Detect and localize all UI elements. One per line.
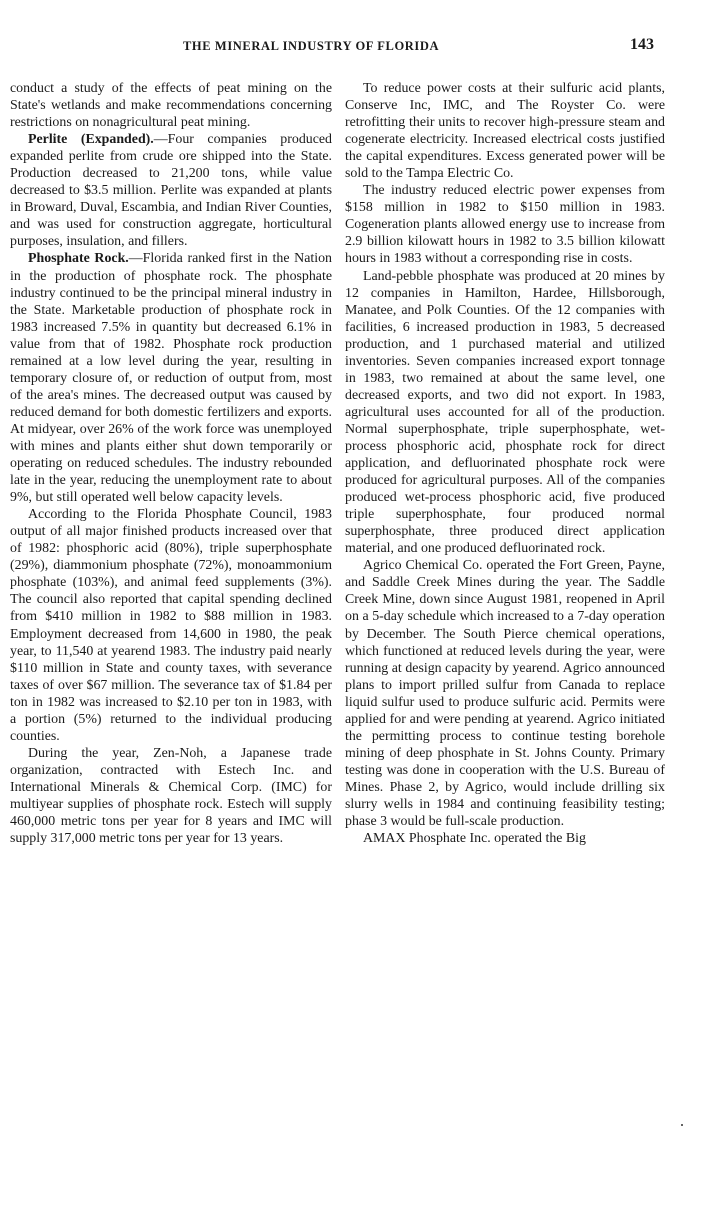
phosphate-text: —Florida ranked first in the Nation in the production of phosphate rock. The phosphate industry continued to be the principal mineral industry in the State. Marketable production of phosphate rock in 1983 increased 7.5% in quantity but decreased 6.1% in value from that of 1982. Phosphate rock production remained at a low level during the year, resulting in temporary closure of, or reduction of output from, most of the area's mines. The decreased output was caused by reduced demand for both domestic fertilizers and exports. At midyear, over 26% of the work force was unemployed with mines and plants either shut down temporarily or operating on reduced schedules. The industry rebounded late in the year, reducing the unemployment rate to about 9%, but still operated well below capacity levels. [10, 251, 332, 506]
paragraph-amax: AMAX Phosphate Inc. operated the Big [363, 831, 586, 847]
paragraph-land-pebble: Land-pebble phosphate was produced at 20 mines by 12 companies in Hamilton, Hardee, Hillsborough, Manatee, and Polk Counties. Of the 12 companies with facilities, 6 increased production in 1983, 5 decreased production, and 1 purchased material and utilized inventories. Seven companies increased export tonnage in 1983, two remained at about the same level, one decreased exports, and two did not export. In 1983, agricultural uses accounted for all of the production. Normal superphosphate, triple superphosphate, wet-process phosphoric acid, phosphate rock for direct application, and defluorinated phosphate rock were produced for agricultural purposes. All of the companies produced wet-process phosphoric acid, five produced triple superphosphate, four produced normal superphosphate, three produced direct application material, and one produced defluorinated rock. [345, 268, 665, 557]
paragraph-peat-continuation: conduct a study of the effects of peat mining on the State's wetlands and make recommendations concerning restrictions on nonagricultural peat mining. [10, 81, 332, 131]
paragraph-electric-expenses: The industry reduced electric power expenses from $158 million in 1982 to $150 million in 1983. Cogeneration plants allowed energy use to increase from 2.9 billion kilowatt hours in 1982 to 3.5 billion kilowatt hours in 1983 without a corresponding rise in costs. [345, 183, 665, 267]
paragraph-phosphate-rock [10, 250, 332, 506]
phosphate-heading: Phosphate Rock. [28, 251, 129, 267]
paragraph-agrico: Agrico Chemical Co. operated the Fort Green, Payne, and Saddle Creek Mines during the year. The Saddle Creek Mine, down since August 1981, reopened in April on a 5-day schedule which increased to a 7-day operation by December. The South Pierce chemical operations, which functioned at reduced levels during the year, were running at design capacity by yearend. Agrico announced plans to import prilled sulfur from Canada to replace liquid sulfur used to produce sulfuric acid. Permits were applied for and were pending at yearend. Agrico initiated the permitting process to continue testing borehole mining of deep phosphate in St. Johns County. Primary testing was done in cooperation with the U.S. Bureau of Mines. Phase 2, by Agrico, would include drilling six slurry wells in 1984 and continuing feasibility testing; phase 3 would be full-scale production. [345, 558, 665, 830]
perlite-text: —Four companies produced expanded perlite from crude ore shipped into the State. Production decreased to 21,200 tons, while value decreased to $3.5 million. Perlite was expanded at plants in Broward, Duval, Escambia, and Indian River Counties, and was used for construction aggregate, horticultural purposes, insulation, and fillers. [10, 132, 332, 250]
paragraph-perlite [10, 131, 332, 250]
running-title: THE MINERAL INDUSTRY OF FLORIDA [183, 39, 440, 53]
left-column [10, 80, 332, 847]
right-column [345, 80, 665, 847]
margin-dot [681, 1124, 683, 1126]
perlite-heading: Perlite (Expanded). [28, 132, 154, 148]
page-number: 143 [630, 36, 654, 53]
running-header [0, 36, 712, 58]
paragraph-phosphate-council: According to the Florida Phosphate Council, 1983 output of all major finished products increased over that of 1982: phosphoric acid (80%), triple superphosphate (29%), diammonium phosphate (72%), monoammonium phosphate (103%), and animal feed supplements (3%). The council also reported that capital spending declined from $410 million in 1982 to $88 million in 1983. Employment decreased from 14,600 in 1980, the peak year, to 11,540 at yearend 1983. The industry paid nearly $110 million in State and county taxes, with severance taxes of over $67 million. The severance tax of $1.84 per ton in 1982 was increased to $2.10 per ton in 1983, with a portion (5%) returned to the individual producing counties. [10, 507, 332, 744]
paragraph-power-costs: To reduce power costs at their sulfuric acid plants, Conserve Inc, IMC, and The Royster Co. were retrofitting their units to recover high-pressure steam and cogenerate electricity. Increased electrical costs justified the capital expenditures. Excess generated power will be sold to the Tampa Electric Co. [345, 81, 665, 182]
paragraph-zen-noh: During the year, Zen-Noh, a Japanese trade organization, contracted with Estech Inc. and International Minerals & Chemical Corp. (IMC) for multiyear supplies of phosphate rock. Estech will supply 460,000 metric tons per year for 8 years and IMC will supply 317,000 metric tons per year for 13 years. [10, 745, 332, 847]
